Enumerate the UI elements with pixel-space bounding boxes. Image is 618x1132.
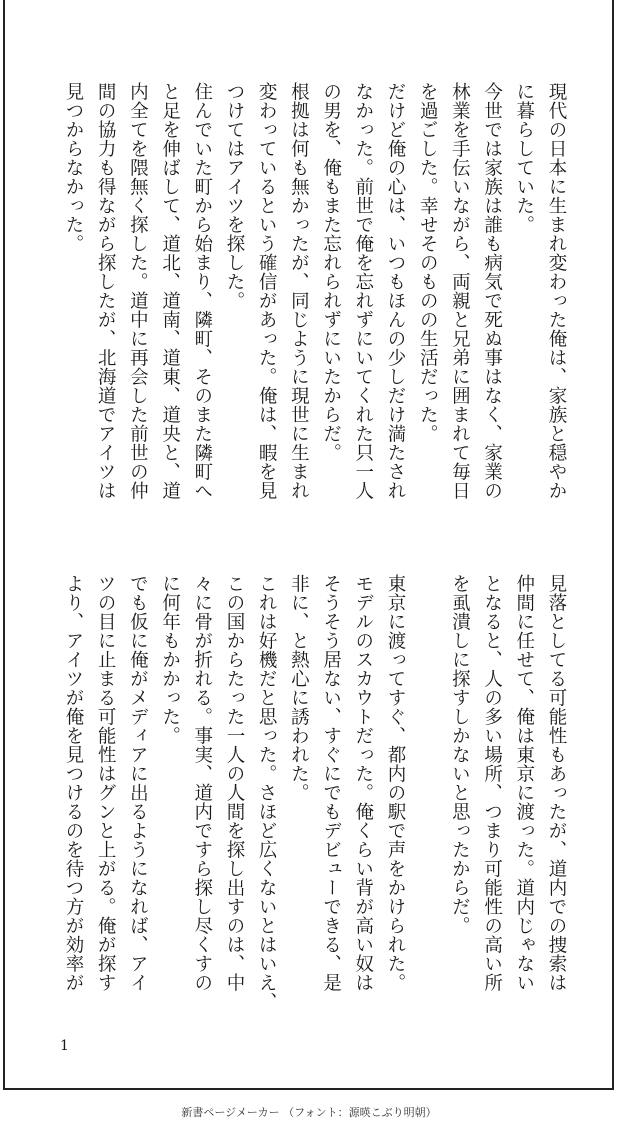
footer-credit: 新書ページメーカー （フォント：源暎こぶり明朝） (181, 1106, 437, 1119)
body-text-lower: 見落としてる可能性もあったが、道内での捜索は 仲間に任せて、俺は東京に渡った。道内じゃない となると、人の多い場所、つまり可能性の高い所 を虱潰しに探すしかないと思ったからだ。 東京に渡ってすぐ、都内の駅で声をかけられた。 モデルのスカウトだった。俺くらい背が高い奴は そうそう居ない、すぐにでもデビューできる、是 非に、と熱心に誘われた。 これは好機だと思った。さほど広くないとはいえ、 この国からたった一人の人間を探し出すのは、中 々に骨が折れる。事実、道内ですら探し尽くすの に何年もかかった。 でも仮に俺がメディアに出るようになれば、アイ ツの目に止まる可能性はグンと上がる。俺が探す より、アイツが俺を見つけるのを待つ方が効率が (62, 574, 567, 1011)
page-number: 1 (60, 1038, 69, 1054)
page-frame (3, 0, 614, 1090)
body-text-upper: 現代の日本に生まれ変わった俺は、家族と穏やか に暮らしていた。 今世では家族は誰も病気で死ぬ事はなく、家業の 林業を手伝いながら、両親と兄弟に囲まれて毎日 を過ごした。幸せそのものの生活だった。 だけど俺の心は、いつもほんの少しだけ満たされ なかった。前世で俺を忘れずにいてくれた只一人 の男を、俺もまた忘れられずにいたからだ。 根拠は何も無かったが、同じように現世に生まれ 変わっているという確信があった。俺は、暇を見 つけてはアイツを探した。 住んでいた町から始まり、隣町、そのまた隣町へ と足を伸ばして、道北、道南、道東、道央と、道 内全てを隈無く探した。道中に再会した前世の仲 間の協力も得ながら探したが、北海道でアイツは 見つからなかった。 (62, 82, 567, 500)
